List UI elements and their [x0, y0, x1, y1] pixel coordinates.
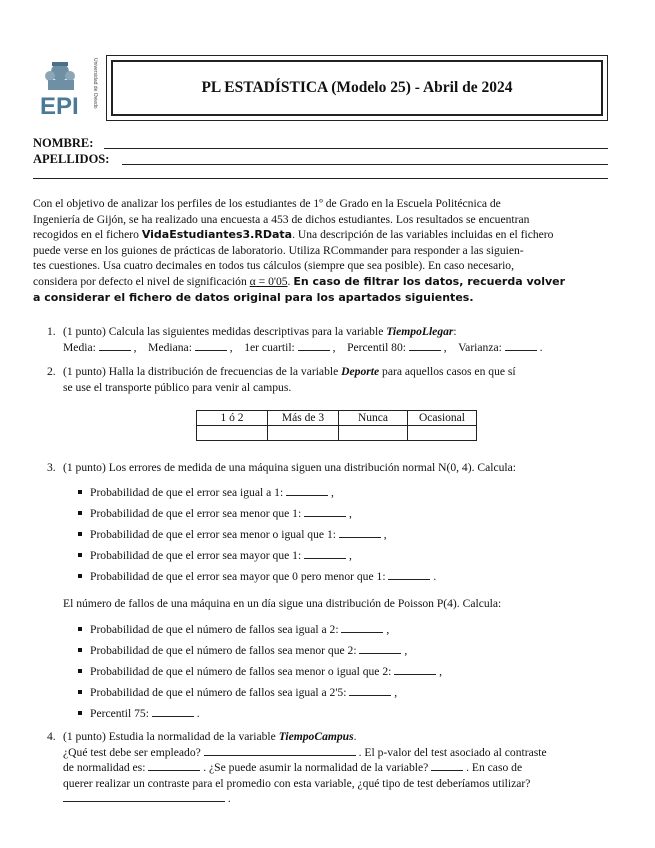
logo-emblem-icon [36, 54, 100, 126]
intro-line: Con el objetivo de analizar los perfiles de los estudiantes de 1º de Grado en la Escuela Politécnica de [33, 197, 501, 210]
variable-name: Deporte [341, 365, 380, 378]
answer-blank[interactable] [388, 569, 430, 580]
table-header-cell: Ocasional [408, 411, 477, 426]
bullet-icon [78, 511, 82, 515]
file-name: VidaEstudiantes3.RData [141, 228, 293, 242]
warning-text: En caso de filtrar los datos, recuerda volver [293, 274, 566, 288]
cuartil-blank[interactable] [298, 340, 330, 351]
percentil-label: Percentil 80: [347, 340, 406, 354]
answer-cell[interactable] [197, 426, 268, 441]
question-text: (1 punto) Estudia la normalidad de la variable TiempoCampus. [63, 730, 357, 743]
question-text: querer realizar un contraste para el promedio con esta variable, ¿qué tipo de test deberíamos utilizar? [63, 776, 531, 790]
bullet-icon [78, 627, 82, 631]
bullet-icon [78, 532, 82, 536]
answer-blank[interactable] [339, 527, 381, 538]
bullet-icon [78, 574, 82, 578]
bullet-icon [78, 490, 82, 494]
answer-cell[interactable] [339, 426, 408, 441]
variable-name: TiempoLlegar [386, 325, 454, 338]
answer-row: Media: , Mediana: , 1er cuartil: , Percentil 80: , Varianza: . [63, 340, 543, 354]
intro-line: puede verse en los guiones de prácticas de laboratorio. Utiliza RCommander para responder a las siguien- [33, 243, 524, 257]
intro-paragraph [33, 196, 608, 305]
answer-blank[interactable] [152, 706, 194, 717]
table-header-cell: Más de 3 [268, 411, 339, 426]
question-number: 3. [47, 461, 56, 474]
surname-field[interactable] [122, 164, 608, 165]
extra-field-line[interactable] [33, 178, 608, 179]
bullet-icon [78, 648, 82, 652]
variable-name: TiempoCampus [278, 730, 354, 743]
warning-text: a considerar el fichero de datos original para los apartados siguientes. [33, 290, 474, 304]
answer-blank[interactable] [394, 664, 436, 675]
media-label: Media: [63, 340, 96, 354]
intro-line: recogidos en el fichero VidaEstudiantes3.RData. Una descripción de las variables incluidas en el fichero [33, 228, 554, 242]
answer-blank[interactable] [349, 685, 391, 696]
question-4 [33, 729, 608, 807]
title-frame [106, 55, 608, 121]
question-number: 1. [47, 325, 56, 338]
answer-cell[interactable] [268, 426, 339, 441]
table-header-cell: Nunca [339, 411, 408, 426]
list-item: Probabilidad de que el error sea igual a 1: , [78, 485, 334, 500]
bullet-icon [78, 669, 82, 673]
varianza-blank[interactable] [505, 340, 537, 351]
p-value-blank[interactable] [148, 760, 200, 771]
answer-row: . [63, 791, 608, 807]
list-item: Probabilidad de que el error sea mayor que 0 pero menor que 1: . [78, 569, 436, 584]
poisson-intro: El número de fallos de una máquina en un día sigue una distribución de Poisson P(4). Calcula: [63, 597, 502, 610]
answer-row: de normalidad es: . ¿Se puede asumir la normalidad de la variable? . En caso de [63, 761, 523, 775]
mean-test-blank[interactable] [63, 791, 225, 802]
alpha-value: α = 0'05 [249, 274, 288, 288]
bullet-icon [78, 553, 82, 557]
list-item: Probabilidad de que el número de fallos sea menor o igual que 2: , [78, 664, 442, 679]
list-item: Probabilidad de que el error sea menor o igual que 1: , [78, 527, 387, 542]
surname-label: APELLIDOS: [33, 152, 110, 166]
intro-line: tes cuestiones. Usa cuatro decimales en todos tus cálculos (siempre que sea posible). En caso necesario, [33, 259, 514, 273]
question-text: (1 punto) Calcula las siguientes medidas descriptivas para la variable TiempoLlegar: [63, 325, 457, 338]
list-item: Probabilidad de que el número de fallos sea igual a 2: , [78, 622, 389, 637]
bullet-icon [78, 690, 82, 694]
list-item: Probabilidad de que el error sea mayor que 1: , [78, 548, 352, 563]
answer-cell[interactable] [408, 426, 477, 441]
title-inner-frame [111, 60, 603, 116]
test-type-blank[interactable] [204, 745, 356, 756]
intro-line: Ingeniería de Gijón, se ha realizado una encuesta a 453 de dichos estudiantes. Los resultados se encuentran [33, 212, 530, 226]
answer-blank[interactable] [304, 548, 346, 559]
question-number: 2. [47, 365, 56, 378]
table-header-row [197, 411, 477, 426]
question-text: (1 punto) Halla la distribución de frecuencias de la variable Deporte para aquellos casos en que sí [63, 365, 516, 378]
intro-line: considera por defecto el nivel de significación α = 0'05. En caso de filtrar los datos, recuerda volver [33, 274, 566, 288]
bullet-icon [78, 711, 82, 715]
question-1 [33, 324, 608, 355]
answer-blank[interactable] [286, 485, 328, 496]
frequency-table [196, 410, 477, 441]
intro-line [33, 290, 608, 306]
question-text: se use el transporte público para venir al campus. [63, 380, 292, 394]
question-3 [33, 460, 608, 476]
varianza-label: Varianza: [458, 340, 502, 354]
question-2 [33, 364, 608, 395]
cuartil-label: 1er cuartil: [244, 340, 295, 354]
list-item: Probabilidad de que el error sea menor que 1: , [78, 506, 352, 521]
mediana-blank[interactable] [195, 340, 227, 351]
table-header-cell: 1 ó 2 [197, 411, 268, 426]
list-item: Probabilidad de que el número de fallos sea igual a 2'5: , [78, 685, 397, 700]
mediana-label: Mediana: [148, 340, 192, 354]
name-label: NOMBRE: [33, 136, 94, 150]
page-title: PL ESTADÍSTICA (Modelo 25) - Abril de 2024 [201, 79, 513, 96]
svg-text:EPI: EPI [40, 93, 79, 120]
list-item: Percentil 75: . [78, 706, 200, 721]
normality-blank[interactable] [431, 760, 463, 771]
answer-blank[interactable] [359, 643, 401, 654]
question-text: (1 punto) Los errores de medida de una máquina siguen una distribución normal N(0, 4). Calcula: [63, 461, 516, 474]
list-item: Probabilidad de que el número de fallos sea menor que 2: , [78, 643, 407, 658]
name-field[interactable] [104, 148, 608, 149]
answer-blank[interactable] [304, 506, 346, 517]
media-blank[interactable] [99, 340, 131, 351]
answer-blank[interactable] [341, 622, 383, 633]
answer-row: ¿Qué test debe ser empleado? . El p-valor del test asociado al contraste [63, 745, 547, 759]
question-number: 4. [47, 730, 56, 743]
university-logo [36, 54, 100, 126]
percentil-blank[interactable] [409, 340, 441, 351]
table-answer-row [197, 426, 477, 441]
svg-text:Universidad de Oviedo: Universidad de Oviedo [92, 58, 98, 109]
